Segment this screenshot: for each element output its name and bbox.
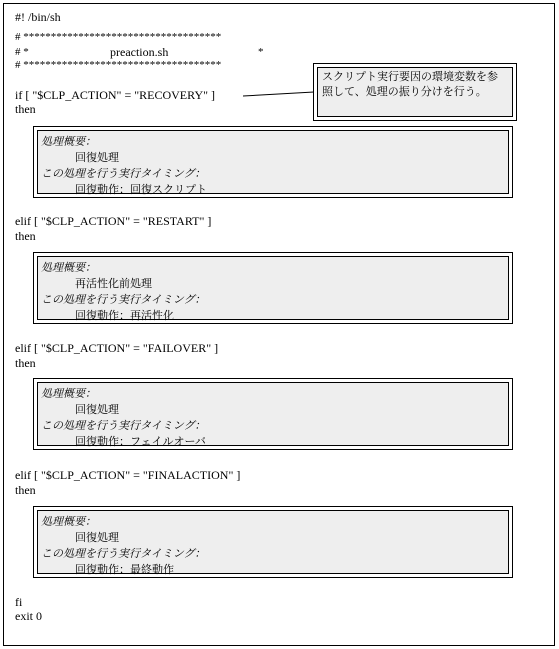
shebang-line: #! /bin/sh [15, 10, 61, 24]
section-3-comment-box [33, 378, 513, 450]
section-2-timing-label: この処理を行う実行タイミング： [41, 293, 206, 306]
callout-note [313, 63, 517, 121]
section-1-comment-inner [37, 130, 509, 194]
section-4-condition: elif [ "$CLP_ACTION" = "FINALACTION" ] [15, 468, 241, 482]
section-2-comment-box [33, 252, 513, 324]
section-2-comment-inner [37, 256, 509, 320]
header-border-top: # ************************************ [15, 31, 222, 43]
section-2-overview-label: 処理概要： [41, 261, 96, 274]
callout-text: スクリプト実行要因の環境変数を参照して、処理の振り分けを行う。 [317, 67, 513, 117]
section-3-condition: elif [ "$CLP_ACTION" = "FAILOVER" ] [15, 341, 219, 355]
section-2-timing-value: 回復動作：再活性化 [75, 309, 174, 322]
section-2-then: then [15, 229, 36, 243]
section-3-overview-value: 回復処理 [75, 403, 119, 416]
section-4-timing-value: 回復動作：最終動作 [75, 563, 174, 576]
header-filename: preaction.sh [110, 45, 169, 59]
exit-line: exit 0 [15, 609, 42, 623]
section-3-comment-inner [37, 382, 509, 446]
section-4-comment-box [33, 506, 513, 578]
fi-line: fi [15, 595, 23, 609]
section-4-comment-inner [37, 510, 509, 574]
section-1-overview-label: 処理概要： [41, 135, 96, 148]
section-4-overview-label: 処理概要： [41, 515, 96, 528]
section-1-comment-box [33, 126, 513, 198]
section-1-timing-label: この処理を行う実行タイミング： [41, 167, 206, 180]
header-star-suffix: * [258, 46, 264, 58]
section-3-then: then [15, 356, 36, 370]
section-4-overview-value: 回復処理 [75, 531, 119, 544]
section-1-overview-value: 回復処理 [75, 151, 119, 164]
section-2-overview-value: 再活性化前処理 [75, 277, 152, 290]
section-4-then: then [15, 483, 36, 497]
section-3-timing-value: 回復動作：フェイルオーバ [75, 435, 206, 448]
section-3-timing-label: この処理を行う実行タイミング： [41, 419, 206, 432]
section-1-then: then [15, 102, 36, 116]
section-3-overview-label: 処理概要： [41, 387, 96, 400]
header-star-prefix: # * [15, 46, 29, 58]
section-1-timing-value: 回復動作：回復スクリプト [75, 183, 207, 196]
callout-leader-line [243, 91, 314, 97]
section-4-timing-label: この処理を行う実行タイミング： [41, 547, 206, 560]
section-1-condition: if [ "$CLP_ACTION" = "RECOVERY" ] [15, 88, 216, 102]
section-2-condition: elif [ "$CLP_ACTION" = "RESTART" ] [15, 214, 212, 228]
header-border-bottom: # ************************************ [15, 59, 222, 71]
